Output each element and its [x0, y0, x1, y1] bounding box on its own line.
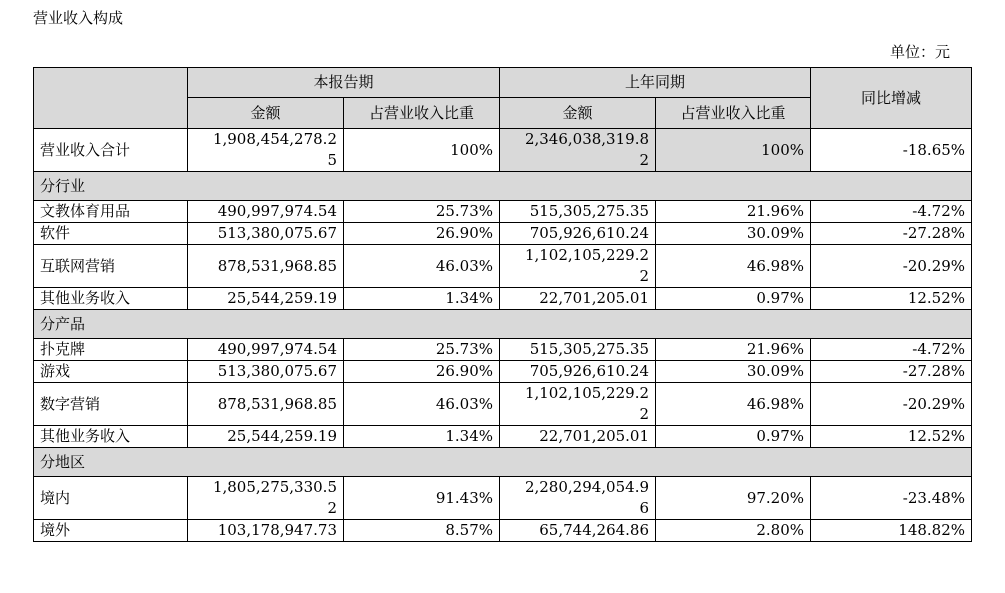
- row-cur-amount: 1,805,275,330.5 2: [188, 477, 344, 520]
- row-cur-amount: 25,544,259.19: [188, 426, 344, 448]
- row-prior-share: 0.97%: [656, 426, 811, 448]
- row-prior-share: 97.20%: [656, 477, 811, 520]
- row-yoy: -23.48%: [811, 477, 972, 520]
- row-prior-amount: 515,305,275.35: [500, 201, 656, 223]
- section-heading: 分行业: [34, 172, 972, 201]
- section-heading: 分地区: [34, 448, 972, 477]
- table-row: [34, 520, 972, 542]
- row-yoy: 148.82%: [811, 520, 972, 542]
- row-cur-amount: 513,380,075.67: [188, 223, 344, 245]
- row-cur-amount: 25,544,259.19: [188, 288, 344, 310]
- section-heading-row: [34, 448, 972, 477]
- header-prior-amount: 金额: [500, 98, 656, 129]
- row-label: 其他业务收入: [34, 288, 188, 310]
- total-yoy: -18.65%: [811, 129, 972, 172]
- header-cur-share: 占营业收入比重: [344, 98, 500, 129]
- row-prior-amount: 65,744,264.86: [500, 520, 656, 542]
- table-row: [34, 223, 972, 245]
- unit-label: 单位：元: [889, 43, 950, 61]
- row-label: 扑克牌: [34, 339, 188, 361]
- row-label: 文教体育用品: [34, 201, 188, 223]
- row-cur-amount: 103,178,947.73: [188, 520, 344, 542]
- row-prior-share: 30.09%: [656, 361, 811, 383]
- row-label: 境内: [34, 477, 188, 520]
- total-label: 营业收入合计: [34, 129, 188, 172]
- table-row: [34, 288, 972, 310]
- table-row: [34, 339, 972, 361]
- page-title: 营业收入构成: [33, 9, 124, 27]
- row-cur-share: 25.73%: [344, 339, 500, 361]
- row-cur-share: 46.03%: [344, 245, 500, 288]
- table-row: [34, 426, 972, 448]
- row-cur-amount: 513,380,075.67: [188, 361, 344, 383]
- header-yoy-change: 同比增减: [811, 68, 972, 129]
- header-prior-period: 上年同期: [500, 68, 811, 98]
- row-yoy: 12.52%: [811, 288, 972, 310]
- row-yoy: -20.29%: [811, 245, 972, 288]
- row-prior-amount: 705,926,610.24: [500, 223, 656, 245]
- row-prior-share: 0.97%: [656, 288, 811, 310]
- row-yoy: -27.28%: [811, 223, 972, 245]
- row-prior-amount: 2,280,294,054.9 6: [500, 477, 656, 520]
- row-label: 其他业务收入: [34, 426, 188, 448]
- total-cur-amount: 1,908,454,278.2 5: [188, 129, 344, 172]
- total-cur-share: 100%: [344, 129, 500, 172]
- header-prior-share: 占营业收入比重: [656, 98, 811, 129]
- row-cur-amount: 490,997,974.54: [188, 201, 344, 223]
- row-prior-amount: 22,701,205.01: [500, 426, 656, 448]
- section-heading-row: [34, 172, 972, 201]
- table-row: [34, 477, 972, 520]
- row-prior-amount: 515,305,275.35: [500, 339, 656, 361]
- row-cur-amount: 878,531,968.85: [188, 245, 344, 288]
- row-prior-amount: 705,926,610.24: [500, 361, 656, 383]
- row-yoy: -20.29%: [811, 383, 972, 426]
- header-blank: [34, 68, 188, 129]
- header-cur-amount: 金额: [188, 98, 344, 129]
- row-cur-share: 26.90%: [344, 361, 500, 383]
- table-row: [34, 383, 972, 426]
- row-label: 软件: [34, 223, 188, 245]
- row-yoy: -27.28%: [811, 361, 972, 383]
- section-heading: 分产品: [34, 310, 972, 339]
- total-prior-share: 100%: [656, 129, 811, 172]
- row-label: 境外: [34, 520, 188, 542]
- table-row: [34, 245, 972, 288]
- row-yoy: -4.72%: [811, 201, 972, 223]
- header-current-period: 本报告期: [188, 68, 500, 98]
- row-prior-amount: 1,102,105,229.2 2: [500, 383, 656, 426]
- row-prior-share: 21.96%: [656, 201, 811, 223]
- row-prior-share: 30.09%: [656, 223, 811, 245]
- row-label: 数字营销: [34, 383, 188, 426]
- row-cur-share: 8.57%: [344, 520, 500, 542]
- row-cur-amount: 878,531,968.85: [188, 383, 344, 426]
- row-cur-share: 1.34%: [344, 288, 500, 310]
- row-label: 游戏: [34, 361, 188, 383]
- table-row: [34, 361, 972, 383]
- row-cur-share: 26.90%: [344, 223, 500, 245]
- row-prior-share: 46.98%: [656, 245, 811, 288]
- total-prior-amount: 2,346,038,319.8 2: [500, 129, 656, 172]
- row-prior-amount: 1,102,105,229.2 2: [500, 245, 656, 288]
- row-yoy: 12.52%: [811, 426, 972, 448]
- row-cur-share: 1.34%: [344, 426, 500, 448]
- row-label: 互联网营销: [34, 245, 188, 288]
- section-heading-row: [34, 310, 972, 339]
- row-prior-share: 2.80%: [656, 520, 811, 542]
- row-cur-share: 25.73%: [344, 201, 500, 223]
- row-prior-share: 21.96%: [656, 339, 811, 361]
- row-cur-share: 91.43%: [344, 477, 500, 520]
- row-prior-share: 46.98%: [656, 383, 811, 426]
- table-row: [34, 201, 972, 223]
- revenue-composition-table: [33, 67, 972, 542]
- total-row: [34, 129, 972, 172]
- row-cur-amount: 490,997,974.54: [188, 339, 344, 361]
- row-cur-share: 46.03%: [344, 383, 500, 426]
- row-prior-amount: 22,701,205.01: [500, 288, 656, 310]
- row-yoy: -4.72%: [811, 339, 972, 361]
